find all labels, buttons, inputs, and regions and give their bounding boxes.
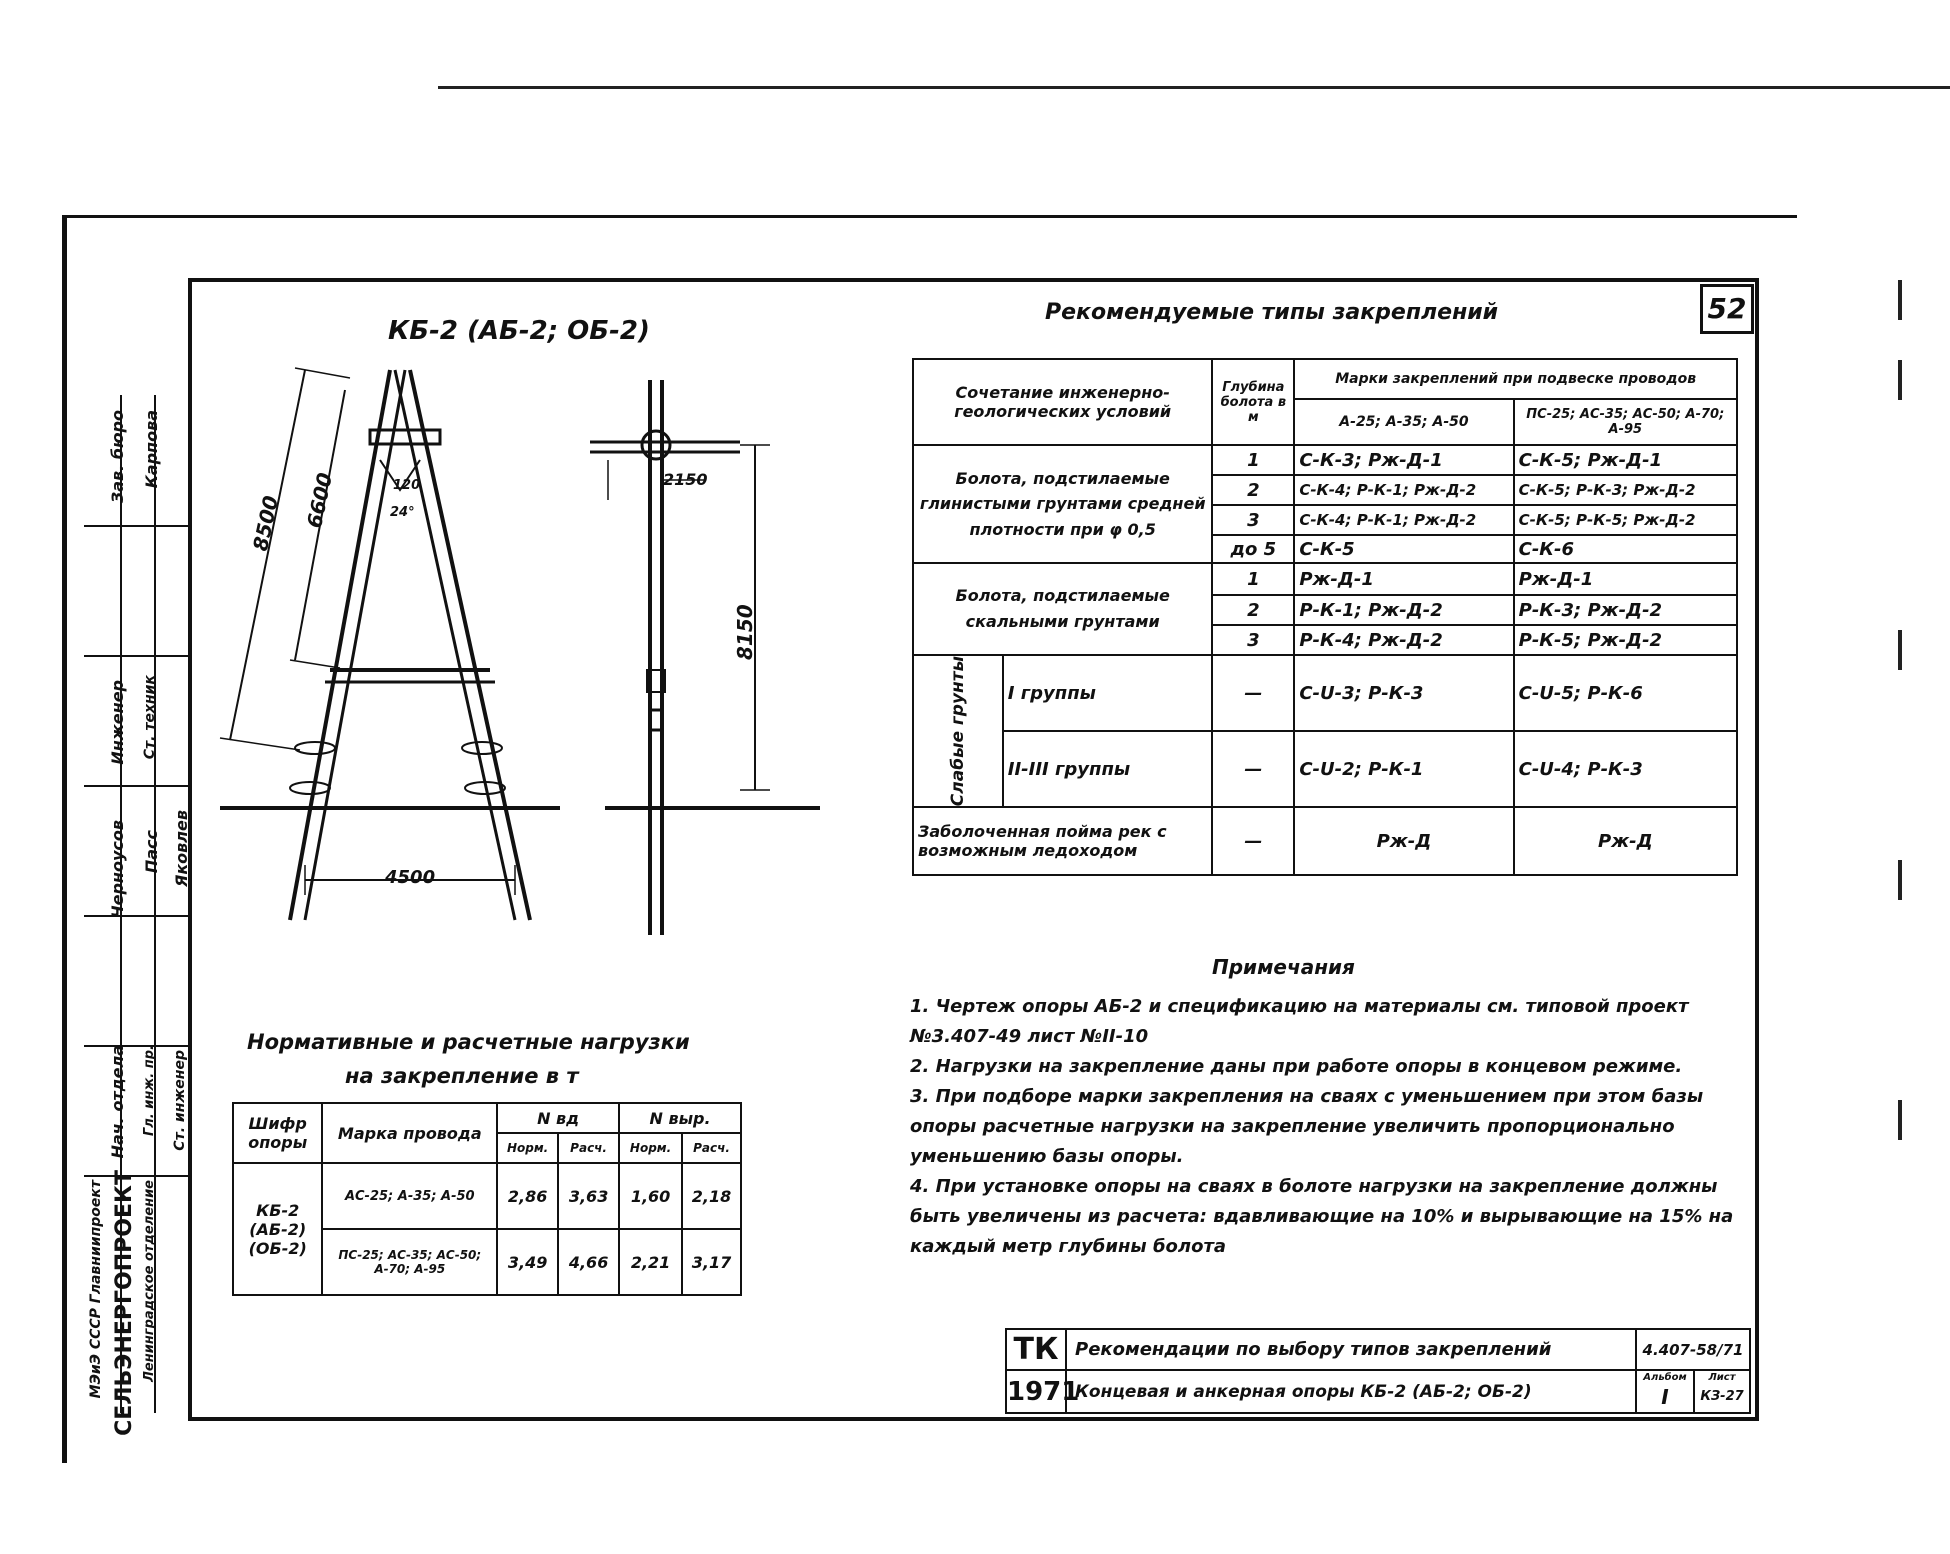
hdr-calc: Расч. bbox=[682, 1133, 741, 1163]
wire-cell: ПС-25; АС-35; АС-50; А-70; А-95 bbox=[322, 1229, 497, 1295]
group-rock: Болота, подстилаемые скальными грунтами bbox=[913, 563, 1212, 655]
weak-group-label: I группы bbox=[1003, 655, 1213, 731]
tb-year: 1971 bbox=[1005, 1369, 1067, 1414]
value-cell: 2,18 bbox=[682, 1163, 741, 1229]
tb-sheet-value: КЗ-27 bbox=[1700, 1389, 1744, 1404]
depth-cell: до 5 bbox=[1212, 535, 1294, 563]
hdr-press: N вд bbox=[497, 1103, 619, 1133]
notes-title: Примечания bbox=[1212, 955, 1355, 979]
side-org: СЕЛЬЭНЕРГОПРОЕКТ bbox=[112, 1170, 137, 1436]
side-name: Пасс bbox=[142, 830, 161, 874]
hdr-conditions: Сочетание инженерно-геологических условий bbox=[913, 359, 1212, 445]
flood-label: Заболоченная пойма рек с возможным ледоходом bbox=[913, 807, 1212, 875]
hdr-depth: Глубина болота в м bbox=[1212, 359, 1294, 445]
mark-cell: Рж-Д bbox=[1514, 807, 1737, 875]
note-item: 2. Нагрузки на закрепление даны при работе опоры в концевом режиме. bbox=[910, 1056, 1683, 1077]
tb-album-label: Альбом bbox=[1643, 1372, 1687, 1383]
side-role: Гл. инж. пр. bbox=[142, 1045, 157, 1136]
dim-e: 8150 bbox=[733, 604, 757, 660]
title-block bbox=[1005, 1328, 1751, 1414]
depth-cell: 2 bbox=[1212, 475, 1294, 505]
scan-mark bbox=[1898, 280, 1902, 320]
mark-cell: С-К-4; Р-К-1; Рж-Д-2 bbox=[1294, 475, 1513, 505]
value-cell: 3,49 bbox=[497, 1229, 558, 1295]
side-role: Зав. бюро bbox=[108, 410, 127, 504]
mark-cell: С-U-2; Р-К-1 bbox=[1294, 731, 1513, 807]
mark-cell: Р-К-1; Рж-Д-2 bbox=[1294, 595, 1513, 625]
mark-cell: Рж-Д bbox=[1294, 807, 1513, 875]
mark-cell: С-U-5; Р-К-6 bbox=[1514, 655, 1737, 731]
dim-c: 4500 bbox=[385, 867, 436, 888]
mark-cell: С-К-5; Р-К-5; Рж-Д-2 bbox=[1514, 505, 1737, 535]
side-ministry: МЭиЭ СССР Главниипроект bbox=[88, 1180, 104, 1399]
dim-b: 6600 bbox=[302, 470, 338, 530]
side-role: Инженер bbox=[108, 680, 127, 765]
mark-cell: С-К-5; Р-К-3; Рж-Д-2 bbox=[1514, 475, 1737, 505]
recommendations-table bbox=[912, 358, 1738, 876]
hdr-col1: А-25; А-35; А-50 bbox=[1294, 399, 1513, 445]
mark-cell: С-К-3; Рж-Д-1 bbox=[1294, 445, 1513, 475]
mark-cell: Р-К-3; Рж-Д-2 bbox=[1514, 595, 1737, 625]
loads-title-1: Нормативные и расчетные нагрузки bbox=[247, 1030, 690, 1054]
tb-code: 4.407-58/71 bbox=[1635, 1328, 1751, 1371]
wire-cell: АС-25; А-35; А-50 bbox=[322, 1163, 497, 1229]
tb-line1: Рекомендации по выбору типов закреплений bbox=[1065, 1328, 1637, 1371]
side-name: Карпова bbox=[142, 410, 161, 489]
depth-cell: 2 bbox=[1212, 595, 1294, 625]
hdr-wire: Марка провода bbox=[322, 1103, 497, 1163]
side-role: Ст. техник bbox=[142, 675, 158, 760]
hdr-norm: Норм. bbox=[619, 1133, 682, 1163]
value-cell: 4,66 bbox=[558, 1229, 619, 1295]
scan-mark bbox=[1898, 1100, 1902, 1140]
mark-cell: Р-К-5; Рж-Д-2 bbox=[1514, 625, 1737, 655]
tb-album-value: I bbox=[1661, 1385, 1669, 1409]
note-item: 3. При подборе марки закрепления на сваях с уменьшением при этом базы опоры расчетные нагрузки на закрепление увеличить пропорционально уменьшению базы опоры. bbox=[910, 1086, 1704, 1167]
rec-title: Рекомендуемые типы закреплений bbox=[1045, 300, 1499, 325]
mark-cell: Рж-Д-1 bbox=[1294, 563, 1513, 595]
value-cell: 3,17 bbox=[682, 1229, 741, 1295]
hdr-pull: N выр. bbox=[619, 1103, 741, 1133]
dim-ang1: 120 bbox=[393, 478, 421, 493]
side-role: Ст. инженер bbox=[172, 1050, 188, 1151]
mark-cell: С-К-5; Рж-Д-1 bbox=[1514, 445, 1737, 475]
mark-cell: С-К-4; Р-К-1; Рж-Д-2 bbox=[1294, 505, 1513, 535]
note-item: 4. При установке опоры на сваях в болоте нагрузки на закрепление должны быть увеличены из расчета: вдавливающие на 10% и вырывающие на 15% на каждый метр глубины болота bbox=[910, 1176, 1734, 1257]
weak-soils-text: Слабые грунты bbox=[947, 656, 968, 807]
scan-line bbox=[438, 86, 1950, 89]
depth-cell: — bbox=[1212, 655, 1294, 731]
value-cell: 2,21 bbox=[619, 1229, 682, 1295]
tb-sheet bbox=[1693, 1369, 1751, 1414]
loads-table bbox=[232, 1102, 742, 1296]
support-code: КБ-2 (АБ-2) (ОБ-2) bbox=[233, 1163, 322, 1295]
side-name: Черноусов bbox=[108, 820, 127, 919]
hdr-col2: ПС-25; АС-35; АС-50; А-70; А-95 bbox=[1514, 399, 1737, 445]
depth-cell: — bbox=[1212, 807, 1294, 875]
dim-ang2: 24° bbox=[390, 505, 415, 520]
mark-cell: С-К-6 bbox=[1514, 535, 1737, 563]
scan-mark bbox=[1898, 360, 1902, 400]
mark-cell: Р-К-4; Рж-Д-2 bbox=[1294, 625, 1513, 655]
side-dept: Ленинградское отделение bbox=[142, 1180, 157, 1382]
loads-title-2: на закрепление в т bbox=[345, 1064, 579, 1088]
tb-sheet-label: Лист bbox=[1708, 1372, 1736, 1383]
depth-cell: 3 bbox=[1212, 505, 1294, 535]
tb-tk: ТК bbox=[1005, 1328, 1067, 1371]
mark-cell: С-U-4; Р-К-3 bbox=[1514, 731, 1737, 807]
depth-cell: 1 bbox=[1212, 563, 1294, 595]
mark-cell: Рж-Д-1 bbox=[1514, 563, 1737, 595]
hdr-norm: Норм. bbox=[497, 1133, 558, 1163]
side-name: Яковлев bbox=[172, 810, 191, 887]
tb-line2: Концевая и анкерная опоры КБ-2 (АБ-2; ОБ-2) bbox=[1065, 1369, 1637, 1414]
sheet-number: 52 bbox=[1700, 284, 1754, 334]
depth-cell: 3 bbox=[1212, 625, 1294, 655]
group-clay: Болота, подстилаемые глинистыми грунтами средней плотности при φ 0,5 bbox=[913, 445, 1212, 563]
scan-mark bbox=[1898, 860, 1902, 900]
depth-cell: — bbox=[1212, 731, 1294, 807]
value-cell: 3,63 bbox=[558, 1163, 619, 1229]
mark-cell: С-U-3; Р-К-3 bbox=[1294, 655, 1513, 731]
dim-d: 2150 bbox=[663, 470, 708, 489]
scan-mark bbox=[1898, 630, 1902, 670]
dim-a: 8500 bbox=[248, 493, 284, 553]
value-cell: 2,86 bbox=[497, 1163, 558, 1229]
hdr-calc: Расч. bbox=[558, 1133, 619, 1163]
depth-cell: 1 bbox=[1212, 445, 1294, 475]
weak-group-label: II-III группы bbox=[1003, 731, 1213, 807]
value-cell: 1,60 bbox=[619, 1163, 682, 1229]
hdr-code: Шифр опоры bbox=[233, 1103, 322, 1163]
mark-cell: С-К-5 bbox=[1294, 535, 1513, 563]
drawing-title: КБ-2 (АБ-2; ОБ-2) bbox=[388, 316, 650, 346]
notes-list bbox=[910, 992, 1750, 1262]
side-role: Нач. отдела bbox=[108, 1045, 127, 1159]
note-item: 1. Чертеж опоры АБ-2 и спецификацию на материалы см. типовой проект №3.407-49 лист №II-10 bbox=[910, 996, 1689, 1047]
weak-soils-label bbox=[913, 655, 1003, 807]
tb-album bbox=[1635, 1369, 1695, 1414]
hdr-marks: Марки закреплений при подвеске проводов bbox=[1294, 359, 1737, 399]
